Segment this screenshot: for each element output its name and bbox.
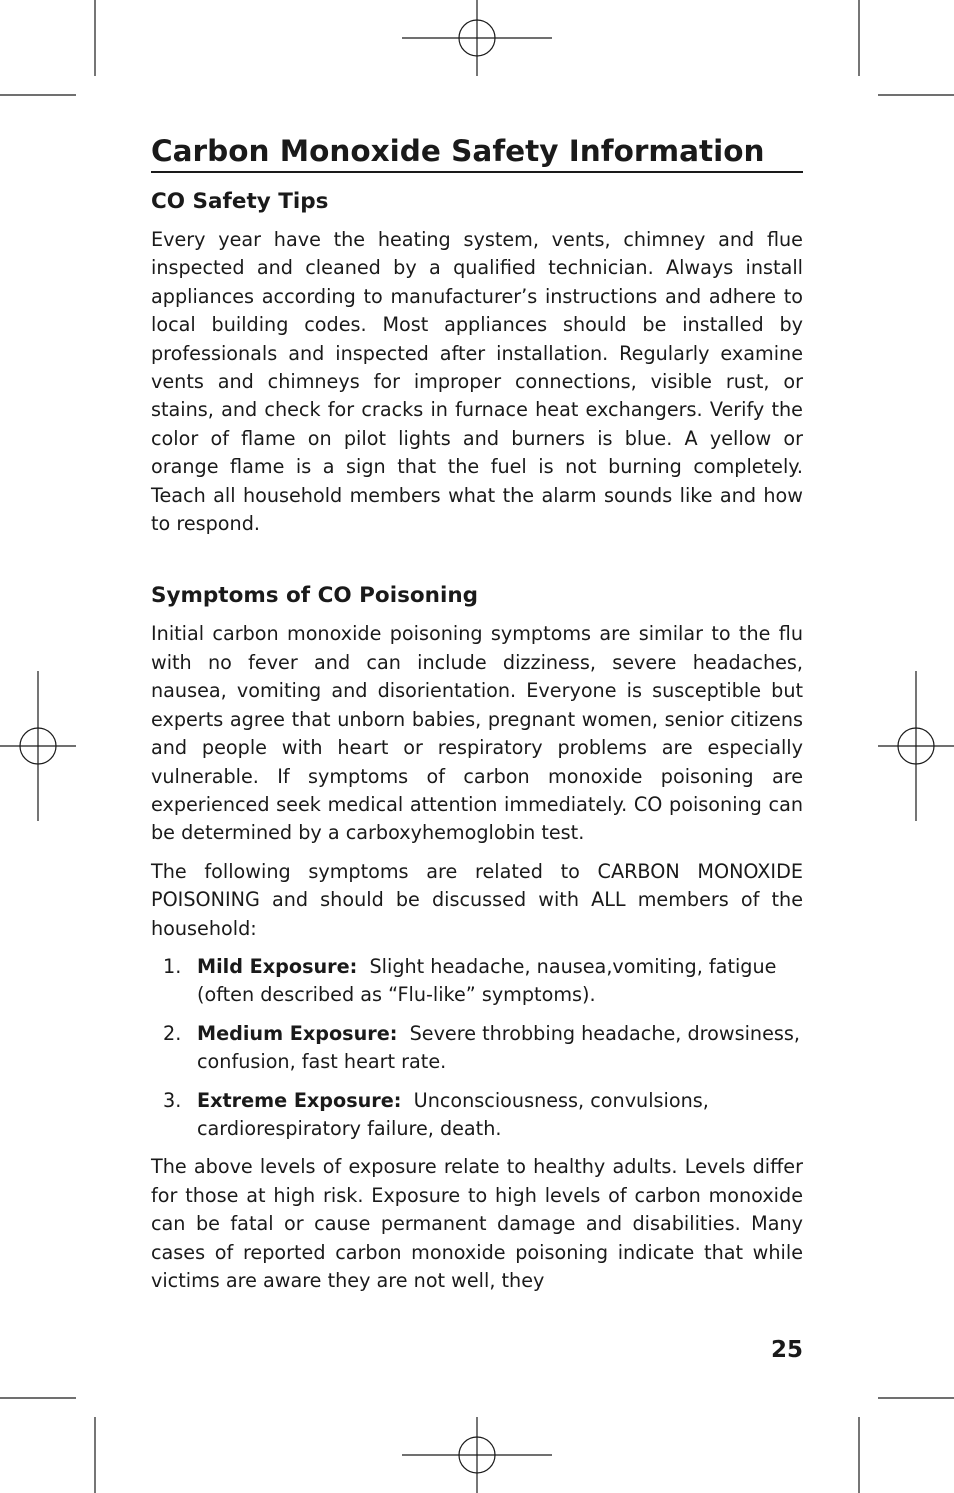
registration-mark-right — [878, 671, 954, 821]
list-item-term: Extreme Exposure: — [197, 1088, 402, 1112]
list-item-text: Slight headache, nausea,vomiting, fatigue (often described as “Flu-like” symptoms). — [197, 954, 777, 1007]
list-item-term: Mild Exposure: — [197, 954, 358, 978]
tips-paragraph: Every year have the heating system, vents, chimney and flue inspected and cleaned by a qualified technician. Always install appliances according to manufacturer’s instructions and adhere to local building codes. Most appliances should be installed by professionals and inspected after installation. Regularly examine vents and chimneys for improper connections, visible rust, or stains, and check for cracks in furnace heat exchangers. Verify the color of flame on pilot lights and burners is blue. A yellow or orange flame is a sign that the fuel is not burning completely. Teach all household members what the alarm sounds like and how to respond. — [151, 228, 803, 536]
page-content — [151, 133, 803, 1295]
list-item-text: Unconsciousness, convulsions, cardiorespiratory failure, death. — [197, 1088, 709, 1140]
list-item — [151, 953, 803, 1010]
list-item-term: Medium Exposure: — [197, 1021, 398, 1045]
list-item-number: 3. — [163, 1088, 182, 1112]
list-item-text: Severe throbbing headache, drowsiness, confusion, fast heart rate. — [197, 1021, 800, 1074]
registration-mark-left — [0, 671, 76, 821]
page-number: 25 — [770, 1337, 803, 1363]
tips-heading: CO Safety Tips — [151, 189, 329, 214]
symptoms-intro-paragraph: Initial carbon monoxide poisoning symptoms are similar to the flu with no fever and can include dizziness, severe headaches, nausea, vomiting and disorientation. Everyone is susceptible but experts agree that unborn babies, pregnant women, senior citizens and people with heart or respiratory problems are especially vulnerable. If symptoms of carbon monoxide poisoning are experienced seek medical attention immediately. CO poisoning can be determined by a carboxyhemoglobin test. — [151, 622, 803, 845]
list-item-number: 2. — [163, 1021, 182, 1045]
list-item — [151, 1020, 803, 1077]
symptoms-heading: Symptoms of CO Poisoning — [151, 583, 479, 609]
exposure-outro-paragraph: The above levels of exposure relate to healthy adults. Levels differ for those at high risk. Exposure to high levels of carbon monoxide can be fatal or cause permanent damage and disabilities. Many cases of reported carbon monoxide poisoning indicate that while victims are aware they are not well, they — [151, 1155, 803, 1292]
exposure-list — [151, 953, 803, 1143]
symptoms-list-intro: The following symptoms are related to CARBON MONOXIDE POISONING and should be discussed with ALL members of the household: — [151, 859, 803, 940]
list-item — [151, 1087, 803, 1144]
registration-mark-top — [402, 0, 552, 76]
registration-mark-bottom — [402, 1417, 552, 1493]
page-title: Carbon Monoxide Safety Information — [151, 133, 803, 173]
list-item-number: 1. — [163, 954, 182, 978]
